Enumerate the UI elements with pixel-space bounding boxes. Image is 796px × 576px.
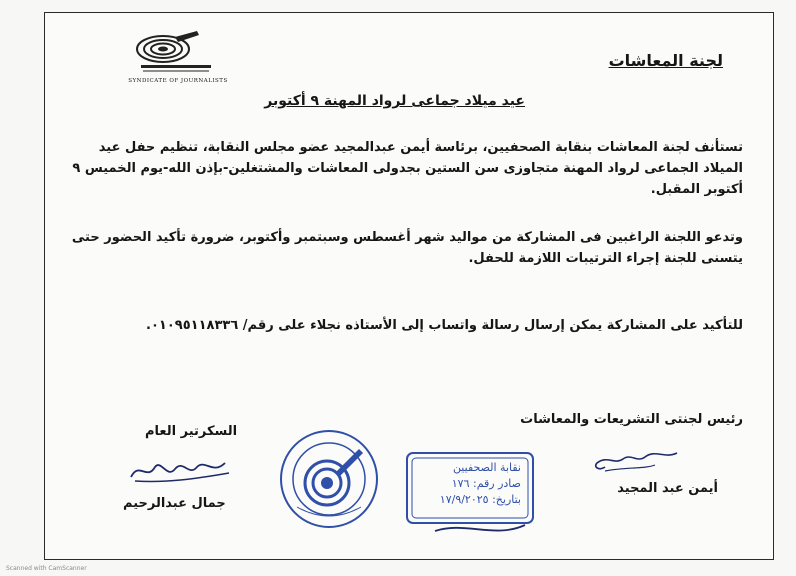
logo-emblem-icon — [123, 27, 233, 77]
stamp-line-1: نقابة الصحفيين — [452, 461, 521, 474]
left-handwritten-signature — [125, 453, 235, 489]
paragraph-contact: للتأكيد على المشاركة يمكن إرسال رسالة واتساب إلى الأستاذه نجلاء على رقم/ ٠١٠٩٥١١٨٣٣٦. — [146, 318, 743, 333]
stamp-line-3: بتاريخ: ١٧/٩/٢٠٢٥ — [439, 493, 521, 506]
stamp-lines — [421, 460, 521, 508]
document-page — [44, 12, 774, 560]
paragraph-announcement: تستأنف لجنة المعاشات بنقابة الصحفيين، برئاسة أيمن عبدالمجيد عضو مجلس النقابة، تنظيم حفل عيد الميلاد الجماعى لرواد المهنة متجاوزى سن الستين بجدولى المعاشات والمشتغلين-بإذن الله-يوم الخميس ٩ أكتوبر المقبل. — [72, 140, 743, 197]
stamp-line-2: صادر رقم: ١٧٦ — [451, 477, 521, 490]
left-signatory-title: السكرتير العام — [145, 424, 238, 439]
logo-caption: SYNDICATE OF JOURNALISTS — [128, 78, 228, 84]
round-seal-stamp-icon — [277, 427, 381, 531]
committee-title: لجنة المعاشات — [608, 51, 723, 70]
document-subtitle: عيد ميلاد جماعى لرواد المهنة ٩ أكتوبر — [264, 93, 525, 109]
paragraph-invitation: وتدعو اللجنة الراغبين فى المشاركة من مواليد شهر أغسطس وسبتمبر وأكتوبر، ضرورة تأكيد الحضور حتى يتسنى للجنة إجراء الترتيبات اللازمة للحفل. — [71, 230, 743, 266]
right-signatory-name: أيمن عبد المجيد — [617, 481, 718, 496]
left-signatory-name: جمال عبدالرحيم — [123, 496, 226, 511]
right-signatory-title: رئيس لجنتى التشريعات والمعاشات — [520, 412, 743, 427]
scanner-watermark: Scanned with CamScanner — [6, 565, 87, 572]
right-handwritten-signature — [585, 445, 685, 479]
official-registry-stamp — [405, 451, 535, 541]
syndicate-logo — [123, 27, 233, 87]
